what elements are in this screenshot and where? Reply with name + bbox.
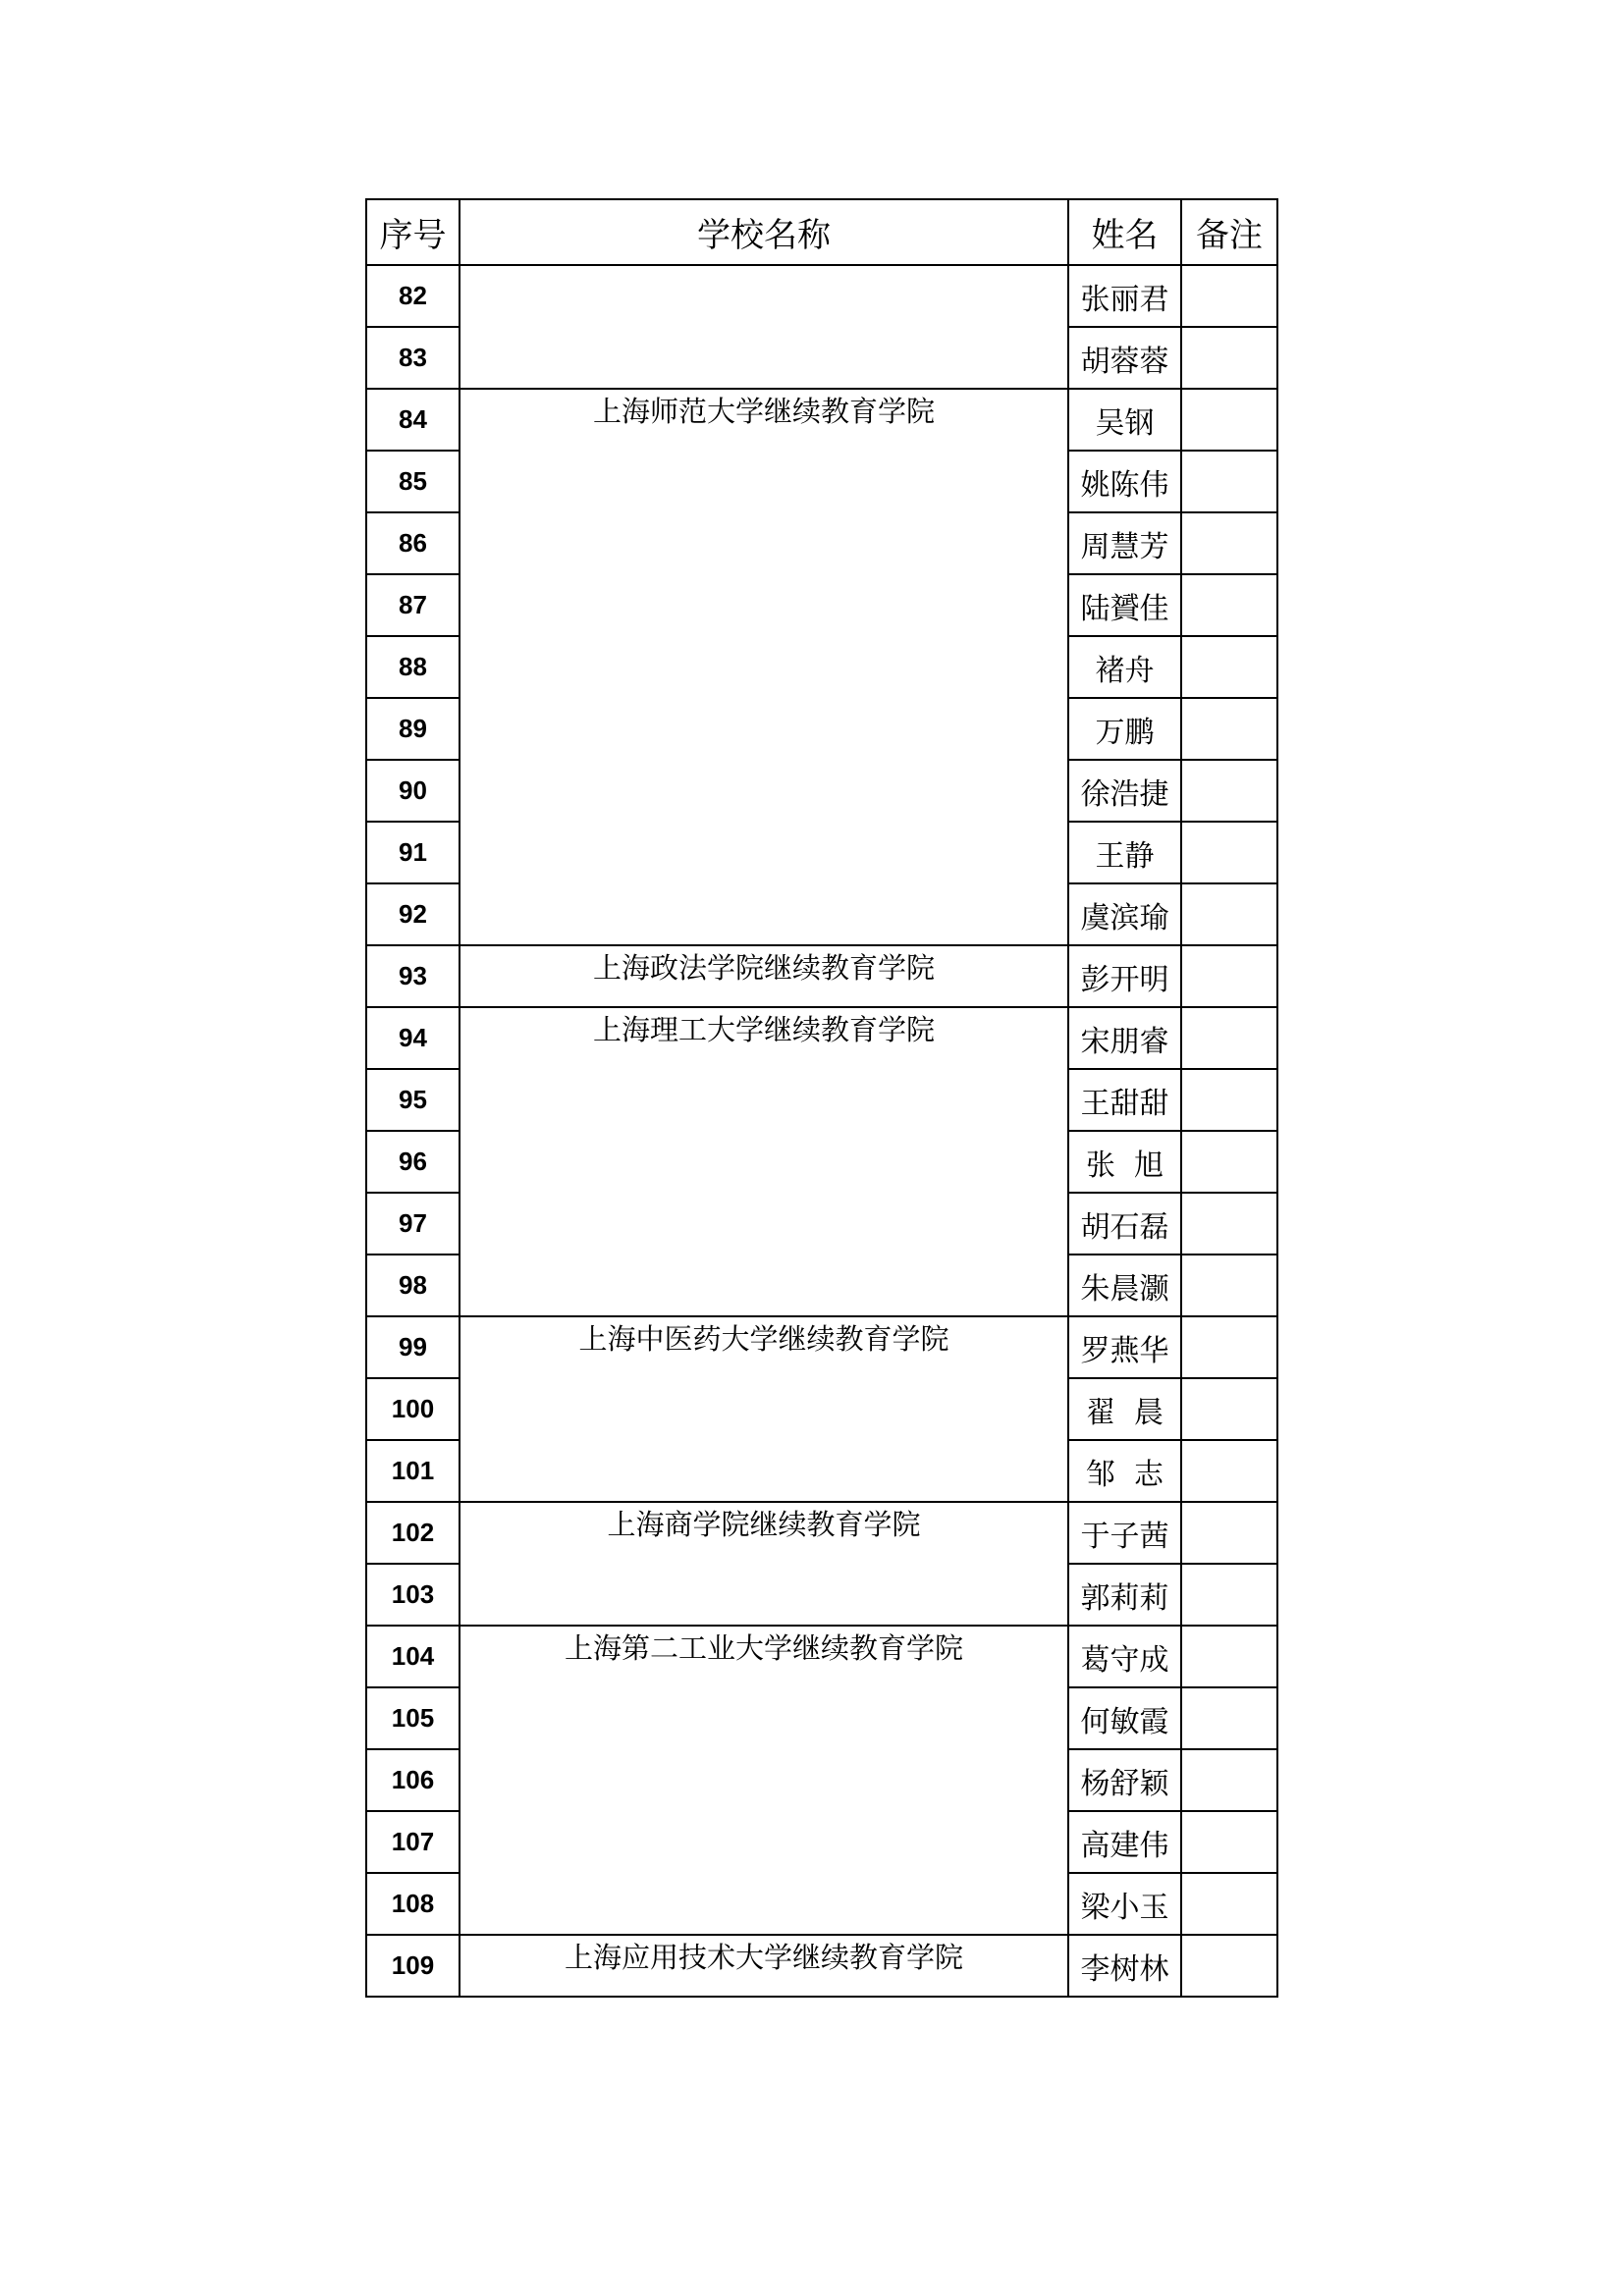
row-seq: 98 [366, 1255, 460, 1316]
remark-cell [1181, 327, 1277, 389]
header-row [366, 199, 1277, 265]
row-seq: 102 [366, 1502, 460, 1564]
remark-cell [1181, 822, 1277, 883]
table-row [366, 945, 1277, 1007]
remark-cell [1181, 1378, 1277, 1440]
table-row [366, 1935, 1277, 1997]
table-row [366, 1316, 1277, 1378]
row-seq: 100 [366, 1378, 460, 1440]
remark-cell [1181, 451, 1277, 512]
row-seq: 92 [366, 883, 460, 945]
header-seq: 序号 [366, 199, 460, 265]
row-seq: 86 [366, 512, 460, 574]
person-name: 邹 志 [1068, 1440, 1181, 1502]
row-seq: 84 [366, 389, 460, 451]
row-seq: 87 [366, 574, 460, 636]
remark-cell [1181, 636, 1277, 698]
person-name: 吴钢 [1068, 389, 1181, 451]
remark-cell [1181, 883, 1277, 945]
remark-cell [1181, 698, 1277, 760]
person-name: 胡蓉蓉 [1068, 327, 1181, 389]
person-name: 彭开明 [1068, 945, 1181, 1007]
remark-cell [1181, 945, 1277, 1007]
header-school: 学校名称 [460, 199, 1068, 265]
school-name: 上海政法学院继续教育学院 [460, 945, 1068, 1007]
row-seq: 85 [366, 451, 460, 512]
row-seq: 93 [366, 945, 460, 1007]
person-name: 翟 晨 [1068, 1378, 1181, 1440]
person-name: 葛守成 [1068, 1626, 1181, 1687]
school-name: 上海第二工业大学继续教育学院 [460, 1626, 1068, 1935]
remark-cell [1181, 1131, 1277, 1193]
table-header [366, 199, 1277, 265]
table-row [366, 1626, 1277, 1687]
header-remark: 备注 [1181, 199, 1277, 265]
table-row [366, 265, 1277, 327]
person-name: 姚陈伟 [1068, 451, 1181, 512]
person-name: 王甜甜 [1068, 1069, 1181, 1131]
row-seq: 105 [366, 1687, 460, 1749]
person-name: 万鹏 [1068, 698, 1181, 760]
school-name: 上海理工大学继续教育学院 [460, 1007, 1068, 1316]
table-row [366, 389, 1277, 451]
remark-cell [1181, 1935, 1277, 1997]
person-name: 郭莉莉 [1068, 1564, 1181, 1626]
row-seq: 94 [366, 1007, 460, 1069]
remark-cell [1181, 1811, 1277, 1873]
remark-cell [1181, 1007, 1277, 1069]
row-seq: 104 [366, 1626, 460, 1687]
remark-cell [1181, 1626, 1277, 1687]
row-seq: 109 [366, 1935, 460, 1997]
person-name: 张 旭 [1068, 1131, 1181, 1193]
remark-cell [1181, 1440, 1277, 1502]
row-seq: 96 [366, 1131, 460, 1193]
remark-cell [1181, 1069, 1277, 1131]
school-name: 上海中医药大学继续教育学院 [460, 1316, 1068, 1502]
remark-cell [1181, 574, 1277, 636]
row-seq: 103 [366, 1564, 460, 1626]
row-seq: 101 [366, 1440, 460, 1502]
person-name: 陆贇佳 [1068, 574, 1181, 636]
person-name: 周慧芳 [1068, 512, 1181, 574]
remark-cell [1181, 1564, 1277, 1626]
roster-table [365, 198, 1278, 1998]
person-name: 梁小玉 [1068, 1873, 1181, 1935]
row-seq: 95 [366, 1069, 460, 1131]
remark-cell [1181, 389, 1277, 451]
school-name: 上海商学院继续教育学院 [460, 1502, 1068, 1626]
person-name: 张丽君 [1068, 265, 1181, 327]
person-name: 徐浩捷 [1068, 760, 1181, 822]
header-name: 姓名 [1068, 199, 1181, 265]
person-name: 王静 [1068, 822, 1181, 883]
remark-cell [1181, 760, 1277, 822]
school-name: 上海应用技术大学继续教育学院 [460, 1935, 1068, 1997]
school-name: 上海师范大学继续教育学院 [460, 389, 1068, 945]
person-name: 朱晨灏 [1068, 1255, 1181, 1316]
person-name: 虞滨瑜 [1068, 883, 1181, 945]
remark-cell [1181, 1502, 1277, 1564]
person-name: 何敏霞 [1068, 1687, 1181, 1749]
remark-cell [1181, 265, 1277, 327]
remark-cell [1181, 1255, 1277, 1316]
person-name: 胡石磊 [1068, 1193, 1181, 1255]
row-seq: 99 [366, 1316, 460, 1378]
person-name: 罗燕华 [1068, 1316, 1181, 1378]
table-body [366, 265, 1277, 1997]
person-name: 李树林 [1068, 1935, 1181, 1997]
remark-cell [1181, 1316, 1277, 1378]
school-name [460, 265, 1068, 389]
person-name: 褚舟 [1068, 636, 1181, 698]
person-name: 杨舒颖 [1068, 1749, 1181, 1811]
remark-cell [1181, 1193, 1277, 1255]
row-seq: 97 [366, 1193, 460, 1255]
row-seq: 90 [366, 760, 460, 822]
remark-cell [1181, 512, 1277, 574]
remark-cell [1181, 1687, 1277, 1749]
row-seq: 82 [366, 265, 460, 327]
row-seq: 107 [366, 1811, 460, 1873]
row-seq: 91 [366, 822, 460, 883]
remark-cell [1181, 1749, 1277, 1811]
row-seq: 108 [366, 1873, 460, 1935]
row-seq: 88 [366, 636, 460, 698]
person-name: 高建伟 [1068, 1811, 1181, 1873]
remark-cell [1181, 1873, 1277, 1935]
table-row [366, 1502, 1277, 1564]
row-seq: 106 [366, 1749, 460, 1811]
person-name: 宋朋睿 [1068, 1007, 1181, 1069]
row-seq: 83 [366, 327, 460, 389]
table-row [366, 1007, 1277, 1069]
person-name: 于子茜 [1068, 1502, 1181, 1564]
row-seq: 89 [366, 698, 460, 760]
